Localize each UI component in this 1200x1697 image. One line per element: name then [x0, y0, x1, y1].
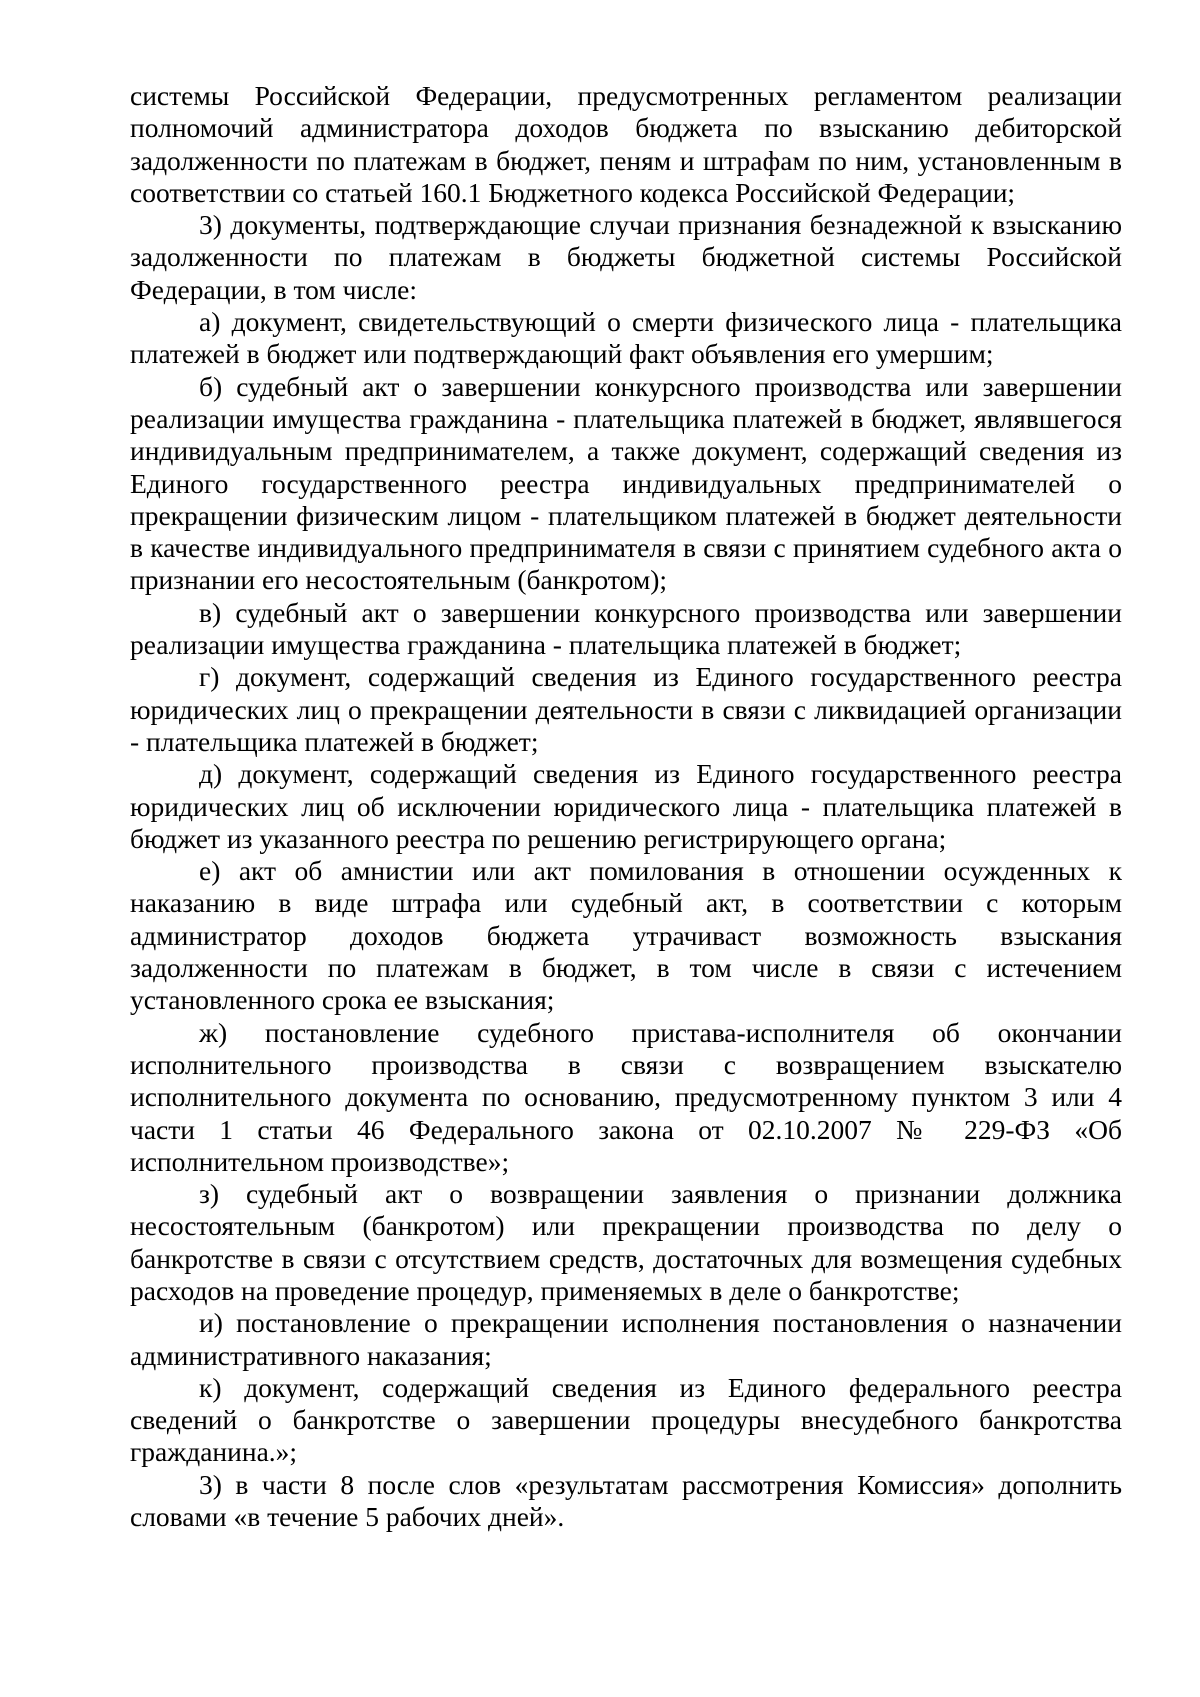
paragraph-subitem-z: з) судебный акт о возвращении заявления о признании должника несостоятельным (банкротом) или прекращении производства по делу о банкротстве в связи с отсутствием средств, достаточных для возмещения судебных расходов на проведение процедур, применяемых в деле о банкротстве;: [130, 1178, 1122, 1306]
paragraph-subitem-v: в) судебный акт о завершении конкурсного производства или завершении реализации имущества гражданина - плательщика платежей в бюджет;: [130, 596, 1122, 661]
paragraph-subitem-b: б) судебный акт о завершении конкурсного производства или завершении реализации имущества гражданина - плательщика платежей в бюджет, являвшегося индивидуальным предпринимателем, а также документ, содержащий сведения из Единого государственного реестра индивидуальных предпринимателей о прекращении физическим лицом - плательщиком платежей в бюджет деятельности в качестве индивидуального предпринимателя в связи с принятием судебного акта о признании его несостоятельным (банкротом);: [130, 370, 1122, 596]
paragraph-subitem-zh: ж) постановление судебного пристава-исполнителя об окончании исполнительного производства в связи с возвращением взыскателю исполнительного документа по основанию, предусмотренному пунктом 3 или 4 части 1 статьи 46 Федерального закона от 02.10.2007 № 229-ФЗ «Об исполнительном производстве»;: [130, 1016, 1122, 1177]
paragraph-subitem-k: к) документ, содержащий сведения из Единого федерального реестра сведений о банкротстве о завершении процедуры внесудебного банкротства гражданина.»;: [130, 1371, 1122, 1468]
paragraph-subitem-g: г) документ, содержащий сведения из Единого государственного реестра юридических лиц о прекращении деятельности в связи с ликвидацией организации - плательщика платежей в бюджет;: [130, 661, 1122, 757]
paragraph-subitem-i: и) постановление о прекращении исполнения постановления о назначении административного наказания;: [130, 1307, 1122, 1371]
paragraph-item-3-part-8: 3) в части 8 после слов «результатам рассмотрения Комиссия» дополнить словами «в течение 5 рабочих дней».: [130, 1468, 1122, 1533]
paragraph-continuation: системы Российской Федерации, предусмотренных регламентом реализации полномочий администратора доходов бюджета по взысканию дебиторской задолженности по платежам в бюджет, пеням и штрафам по ним, установленным в соответствии со статьей 160.1 Бюджетного кодекса Российской Федерации;: [130, 80, 1122, 208]
paragraph-item-3-documents: 3) документы, подтверждающие случаи признания безнадежной к взысканию задолженности по платежам в бюджеты бюджетной системы Российской Федерации, в том числе:: [130, 209, 1122, 305]
document-page: [130, 80, 1122, 1533]
paragraph-subitem-e: е) акт об амнистии или акт помилования в отношении осужденных к наказанию в виде штрафа или судебный акт, в соответствии с которым администратор доходов бюджета утрачиваст возможность взыскания задолженности по платежам в бюджет, в том числе в связи с истечением установленного срока ее взыскания;: [130, 855, 1122, 1016]
paragraph-subitem-a: а) документ, свидетельствующий о смерти физического лица - плательщика платежей в бюджет или подтверждающий факт объявления его умершим;: [130, 306, 1122, 370]
paragraph-subitem-d: д) документ, содержащий сведения из Единого государственного реестра юридических лиц об исключении юридического лица - плательщика платежей в бюджет из указанного реестра по решению регистрирующего органа;: [130, 758, 1122, 854]
